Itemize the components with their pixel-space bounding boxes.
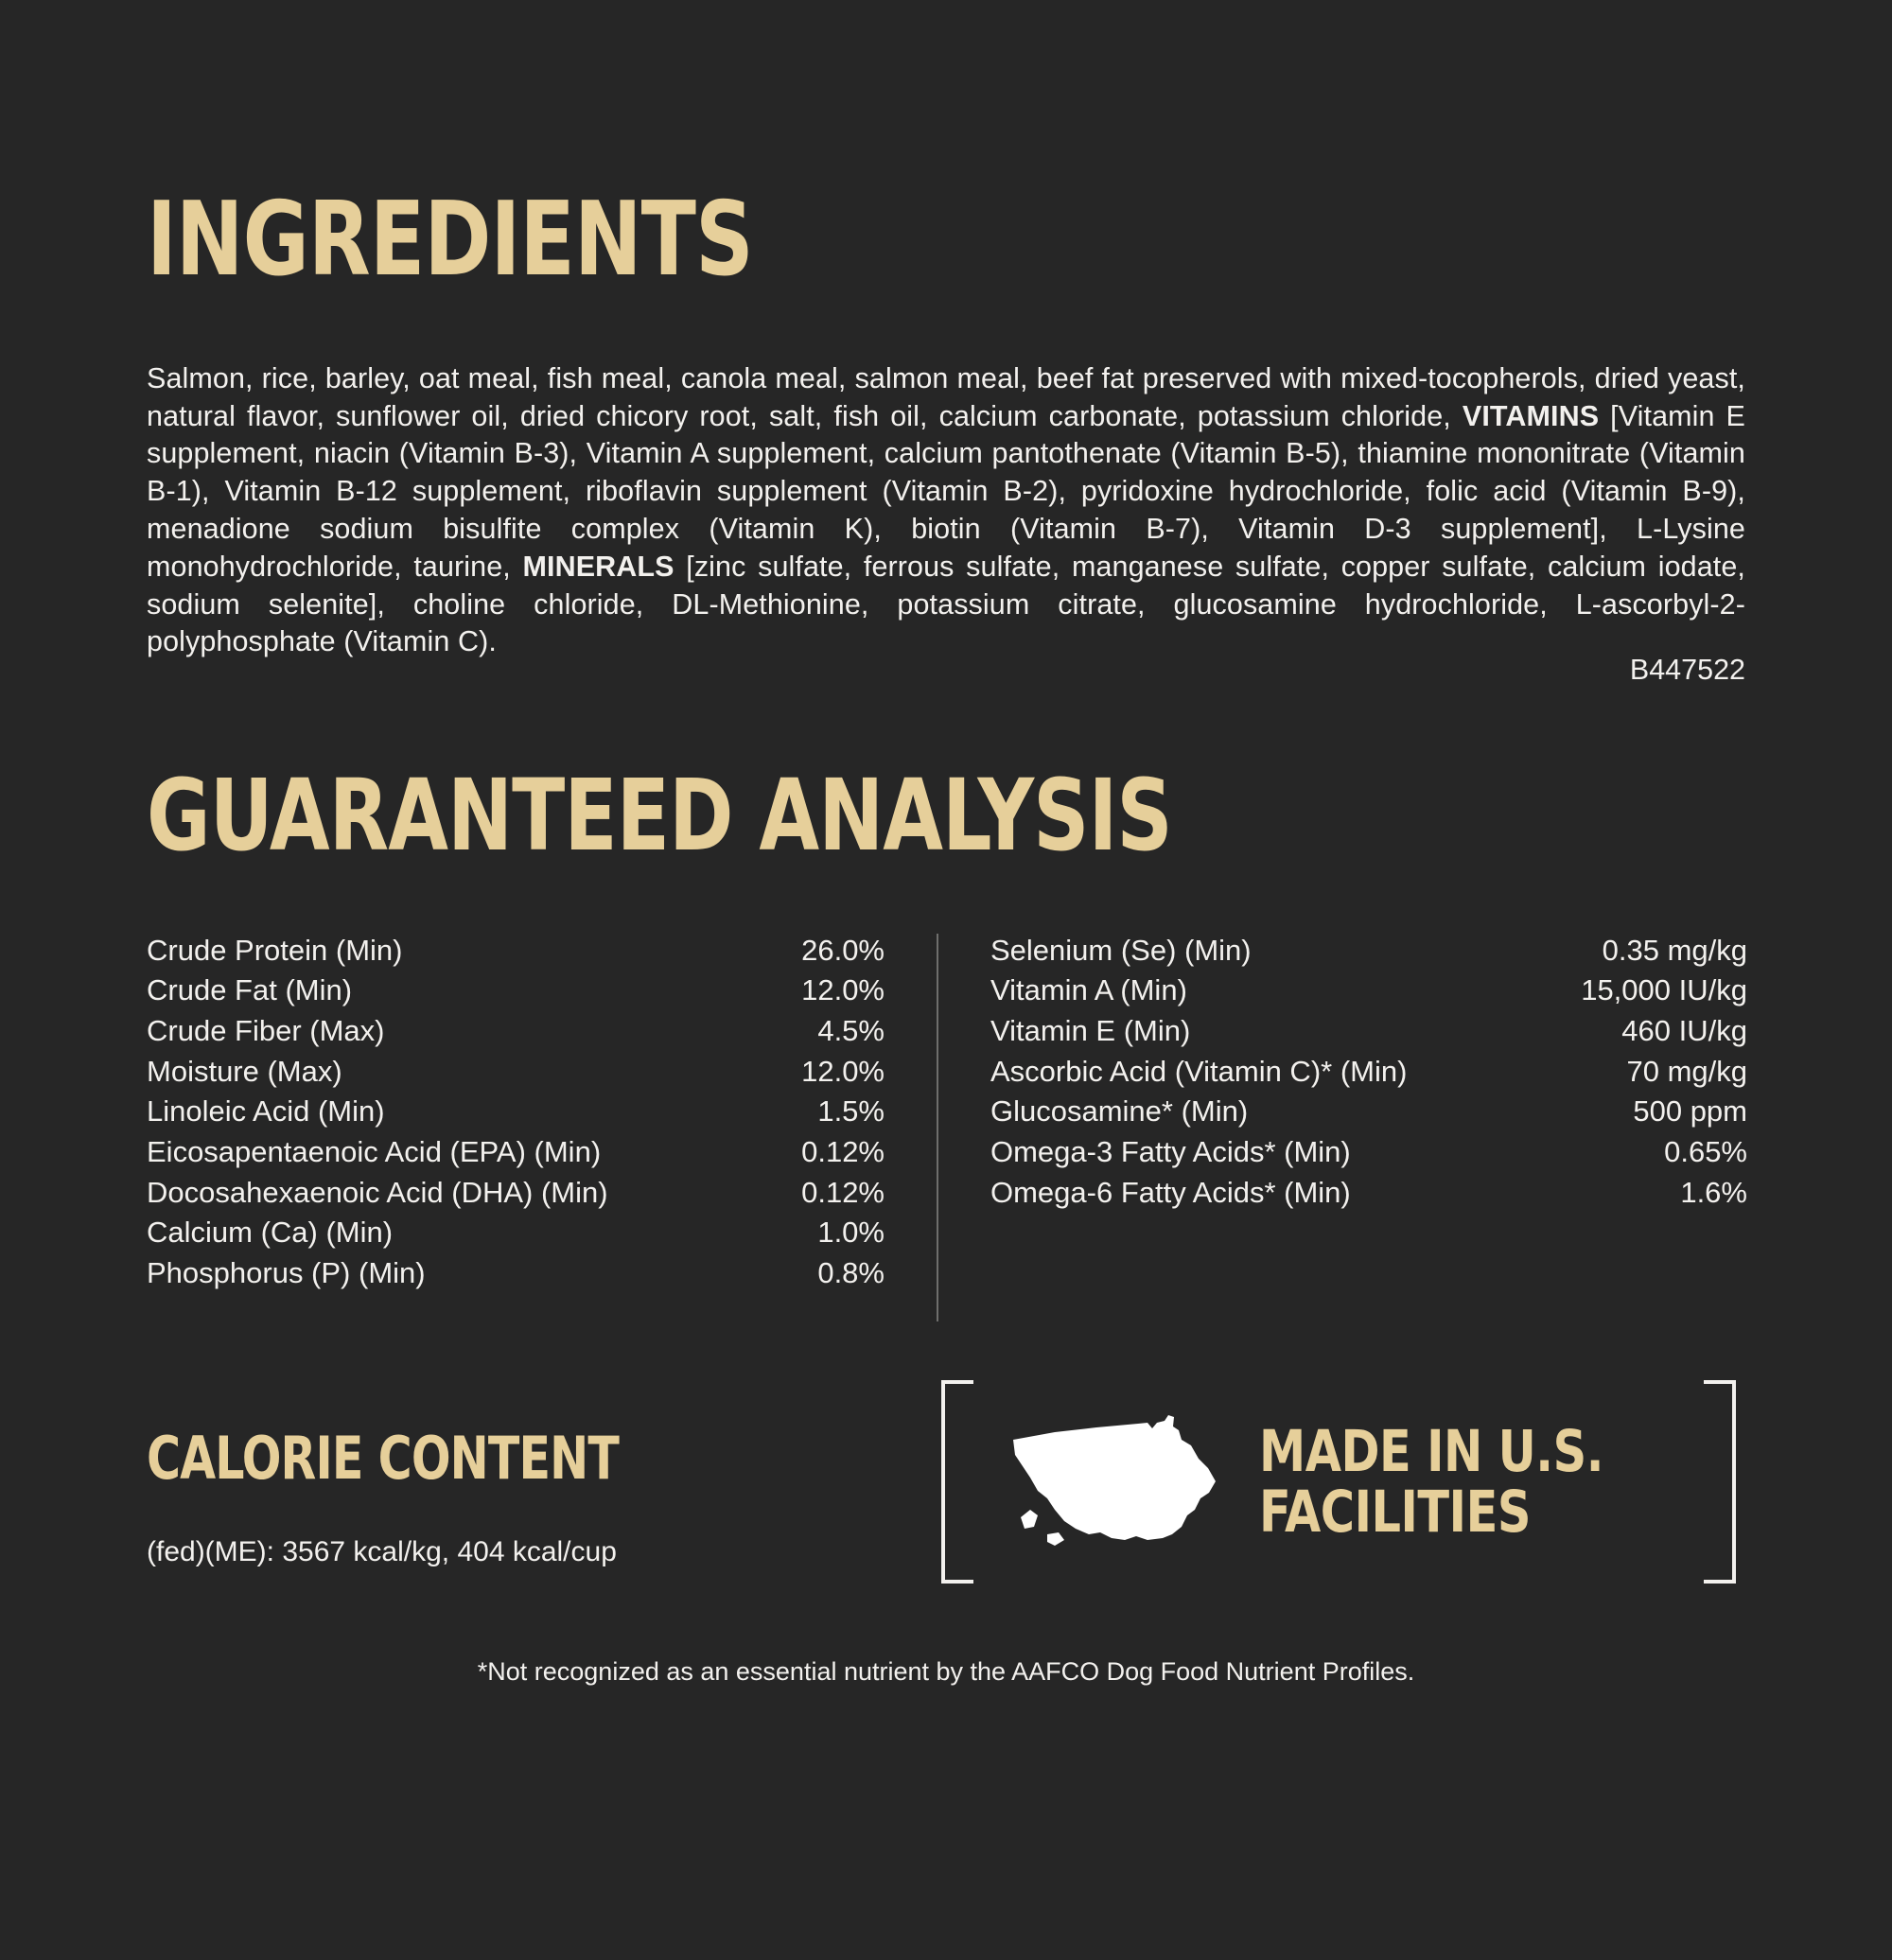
nutrient-label: Moisture (Max) [147,1054,342,1088]
nutrient-value: 12.0% [801,1054,885,1088]
bracket-left-icon [941,1380,973,1584]
nutrient-value: 0.35 mg/kg [1602,933,1747,967]
bracket-right-icon [1704,1380,1736,1584]
minerals-label: MINERALS [522,550,674,583]
guaranteed-analysis-right-column [990,930,1747,1325]
made-in-us-line2: FACILITIES [1259,1478,1532,1546]
table-row [147,1253,885,1294]
nutrient-label: Crude Protein (Min) [147,933,403,967]
nutrient-value: 26.0% [801,933,885,967]
table-row [147,1172,885,1213]
lot-code: B447522 [1629,653,1745,686]
nutrient-value: 0.12% [801,1135,885,1169]
nutrition-panel [0,68,1892,1960]
footnote: *Not recognized as an essential nutrient by the AAFCO Dog Food Nutrient Profiles. [477,1657,1415,1687]
nutrient-label: Docosahexaenoic Acid (DHA) (Min) [147,1175,608,1209]
made-in-us-text [1259,1418,1604,1546]
table-row [147,1213,885,1253]
nutrient-value: 0.8% [817,1256,885,1290]
nutrient-value: 0.65% [1664,1135,1747,1169]
column-divider [937,934,938,1321]
nutrient-label: Crude Fiber (Max) [147,1014,385,1048]
table-row [147,1132,885,1173]
ingredients-text-part-3: [zinc sulfate, ferrous sulfate, manganese sulfate, copper sulfate, calcium iodate, sodium selenite], choline chloride, DL-Methionine, potassium citrate, glucosamine hydrochloride, L-ascorbyl-2-polyphosphate (Vitamin C). [147,550,1745,658]
table-row [990,1172,1747,1213]
calorie-content-block [147,1380,922,1568]
nutrient-label: Linoleic Acid (Min) [147,1094,385,1129]
nutrient-label: Omega-3 Fatty Acids* (Min) [990,1135,1351,1169]
nutrient-value: 1.0% [817,1216,885,1250]
nutrient-label: Phosphorus (P) (Min) [147,1256,426,1290]
table-row [990,930,1747,971]
nutrient-value: 500 ppm [1633,1094,1747,1129]
made-in-us-badge [941,1380,1736,1584]
table-row [990,1132,1747,1173]
nutrient-value: 4.5% [817,1014,885,1048]
nutrient-value: 70 mg/kg [1626,1054,1747,1088]
nutrient-label: Vitamin A (Min) [990,973,1187,1007]
vitamins-label: VITAMINS [1462,399,1600,432]
calorie-content-heading: CALORIE CONTENT [147,1423,619,1493]
nutrient-label: Vitamin E (Min) [990,1014,1191,1048]
nutrient-label: Omega-6 Fatty Acids* (Min) [990,1175,1351,1209]
nutrient-value: 1.5% [817,1094,885,1129]
ingredients-text-part-2: [Vitamin E supplement, niacin (Vitamin B-3), Vitamin A supplement, calcium pantothenate (Vitamin B-5), thiamine mononitrate (Vitamin B-1), Vitamin B-12 supplement, riboflavin supplement (Vitamin B-2), pyridoxine hydrochloride, folic acid (Vitamin B-9), menadione sodium bisulfite complex (Vitamin K), biotin (Vitamin B-7), Vitamin D-3 supplement], L-Lysine monohydrochloride, taurine, [147,399,1746,583]
table-row [147,1051,885,1092]
nutrient-value: 1.6% [1680,1175,1747,1209]
nutrient-label: Glucosamine* (Min) [990,1094,1249,1129]
nutrient-label: Ascorbic Acid (Vitamin C)* (Min) [990,1054,1408,1088]
ingredients-heading: INGREDIENTS [147,181,753,300]
made-in-us-line1: MADE IN U.S. [1259,1418,1604,1486]
table-row [990,971,1747,1011]
table-row [147,1011,885,1052]
guaranteed-analysis-heading: GUARANTEED ANALYSIS [147,757,1172,873]
nutrient-value: 12.0% [801,973,885,1007]
nutrient-label: Calcium (Ca) (Min) [147,1216,394,1250]
bottom-section [147,1380,1755,1584]
ingredients-text [147,360,1745,661]
nutrient-label: Selenium (Se) (Min) [990,933,1252,967]
nutrient-value: 15,000 IU/kg [1581,973,1747,1007]
nutrient-value: 0.12% [801,1175,885,1209]
table-row [147,971,885,1011]
table-row [990,1051,1747,1092]
usa-map-icon [1006,1411,1233,1553]
nutrient-value: 460 IU/kg [1621,1014,1747,1048]
table-row [147,1092,885,1132]
table-row [147,930,885,971]
calorie-content-text: (fed)(ME): 3567 kcal/kg, 404 kcal/cup [147,1536,617,1568]
nutrient-label: Eicosapentaenoic Acid (EPA) (Min) [147,1135,602,1169]
nutrient-label: Crude Fat (Min) [147,973,353,1007]
guaranteed-analysis-left-column [147,930,885,1325]
table-row [990,1011,1747,1052]
table-row [990,1092,1747,1132]
guaranteed-analysis-table [147,930,1755,1325]
ingredients-text-part-1: Salmon, rice, barley, oat meal, fish meal, canola meal, salmon meal, beef fat preserved with mixed-tocopherols, dried yeast, natural flavor, sunflower oil, dried chicory root, salt, fish oil, calcium carbonate, potassium chloride, [147,361,1745,432]
